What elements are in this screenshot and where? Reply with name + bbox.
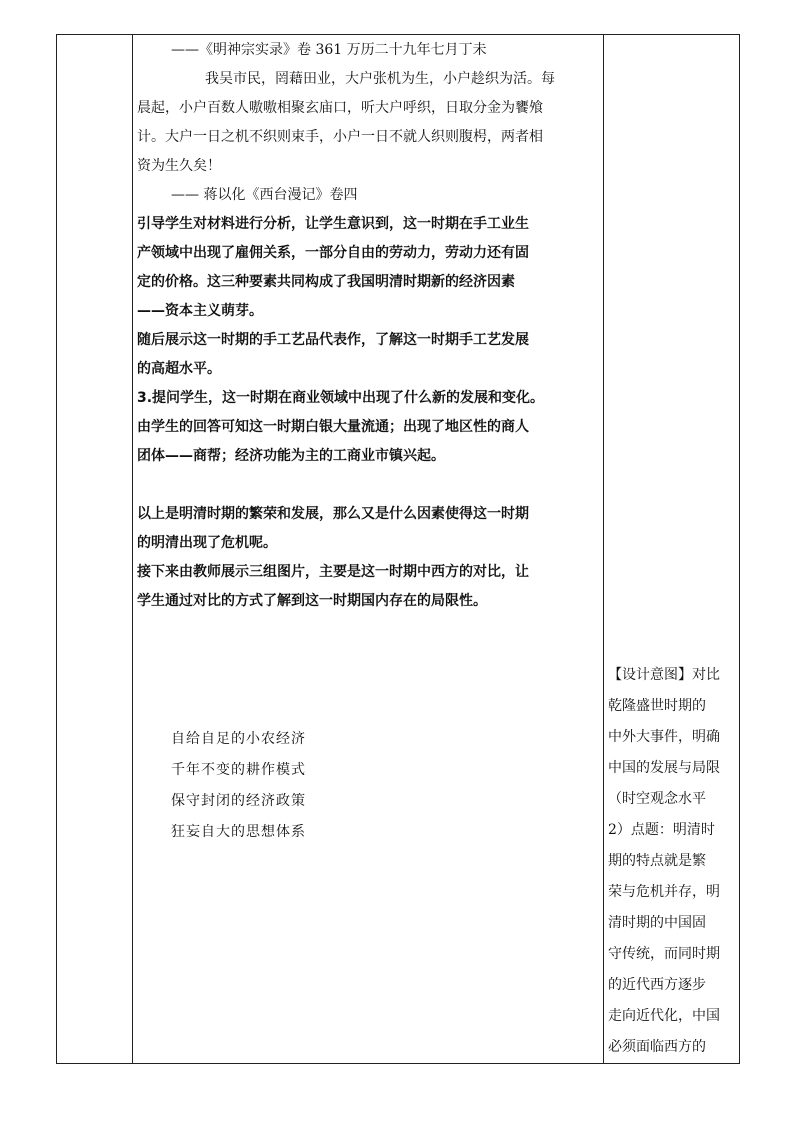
list-item: 保守封闭的经济政策 — [171, 793, 306, 809]
limitations-list — [171, 724, 306, 848]
crisis-line: 接下来由教师展示三组图片，主要是这一时期中西方的对比，让 — [137, 564, 529, 580]
design-intent-line: 守传统，而同时期 — [608, 946, 720, 962]
list-item: 自给自足的小农经济 — [171, 731, 306, 747]
list-item: 狂妄自大的思想体系 — [171, 824, 306, 840]
design-intent-line: 【设计意图】对比 — [608, 667, 720, 683]
design-intent-line: 走向近代化，中国 — [608, 1008, 720, 1024]
analysis-line: 团体——商帮；经济功能为主的工商业市镇兴起。 — [137, 448, 445, 464]
analysis-line: ——资本主义萌芽。 — [137, 303, 263, 319]
analysis-line: 的高超水平。 — [137, 361, 221, 377]
crisis-line: 的明清出现了危机呢。 — [137, 535, 277, 551]
design-intent-line: 必须面临西方的 — [608, 1039, 706, 1055]
list-item: 千年不变的耕作模式 — [171, 762, 306, 778]
design-intent-line: 中国的发展与局限 — [608, 760, 720, 776]
design-intent-line: 乾隆盛世时期的 — [608, 698, 706, 714]
design-intent-line: 清时期的中国固 — [608, 915, 706, 931]
teaching-process-cell — [137, 36, 599, 616]
analysis-line: 引导学生对材料进行分析，让学生意识到，这一时期在手工业生 — [137, 216, 529, 232]
blank-line — [137, 471, 599, 500]
analysis-line: 产领域中出现了雇佣关系，一部分自由的劳动力，劳动力还有固 — [137, 245, 529, 261]
analysis-line: 由学生的回答可知这一时期白银大量流通；出现了地区性的商人 — [137, 419, 529, 435]
quote-paragraph-line: 我吴市民，罔藉田业，大户张机为生，小户趁织为活。每 — [205, 71, 555, 87]
quote-paragraph-line: 计。大户一日之机不织则束手，小户一日不就人织则腹枵，两者相 — [137, 129, 543, 145]
quote-paragraph-line: 晨起，小户百数人嗷嗷相聚玄庙口，听大户呼织，日取分金为饔飧 — [137, 100, 543, 116]
quote-source-xitai-manji: —— 蒋以化《西台漫记》卷四 — [171, 187, 358, 203]
design-intent-line: 的近代西方逐步 — [608, 977, 706, 993]
crisis-line: 学生通过对比的方式了解到这一时期国内存在的局限性。 — [137, 593, 487, 609]
design-intent-line: （时空观念水平 — [608, 791, 706, 807]
design-intent-line: 2）点题：明清时 — [608, 822, 715, 838]
analysis-line: 随后展示这一时期的手工艺品代表作，了解这一时期手工艺发展 — [137, 332, 529, 348]
table-column-divider-left — [132, 34, 133, 1064]
crisis-line: 以上是明清时期的繁荣和发展，那么又是什么因素使得这一时期 — [137, 506, 529, 522]
design-intent-line: 期的特点就是繁 — [608, 853, 706, 869]
design-intent-cell — [608, 660, 738, 1063]
design-intent-line: 荣与危机并存，明 — [608, 884, 720, 900]
table-column-divider-right — [603, 34, 604, 1064]
analysis-line: 3.提问学生，这一时期在商业领域中出现了什么新的发展和变化。 — [137, 390, 545, 406]
quote-source-shenzong-shilu: ——《明神宗实录》卷 361 万历二十九年七月丁未 — [171, 42, 487, 58]
analysis-line: 定的价格。这三种要素共同构成了我国明清时期新的经济因素 — [137, 274, 515, 290]
quote-paragraph-line: 资为生久矣！ — [137, 158, 221, 174]
design-intent-line: 中外大事件，明确 — [608, 729, 720, 745]
